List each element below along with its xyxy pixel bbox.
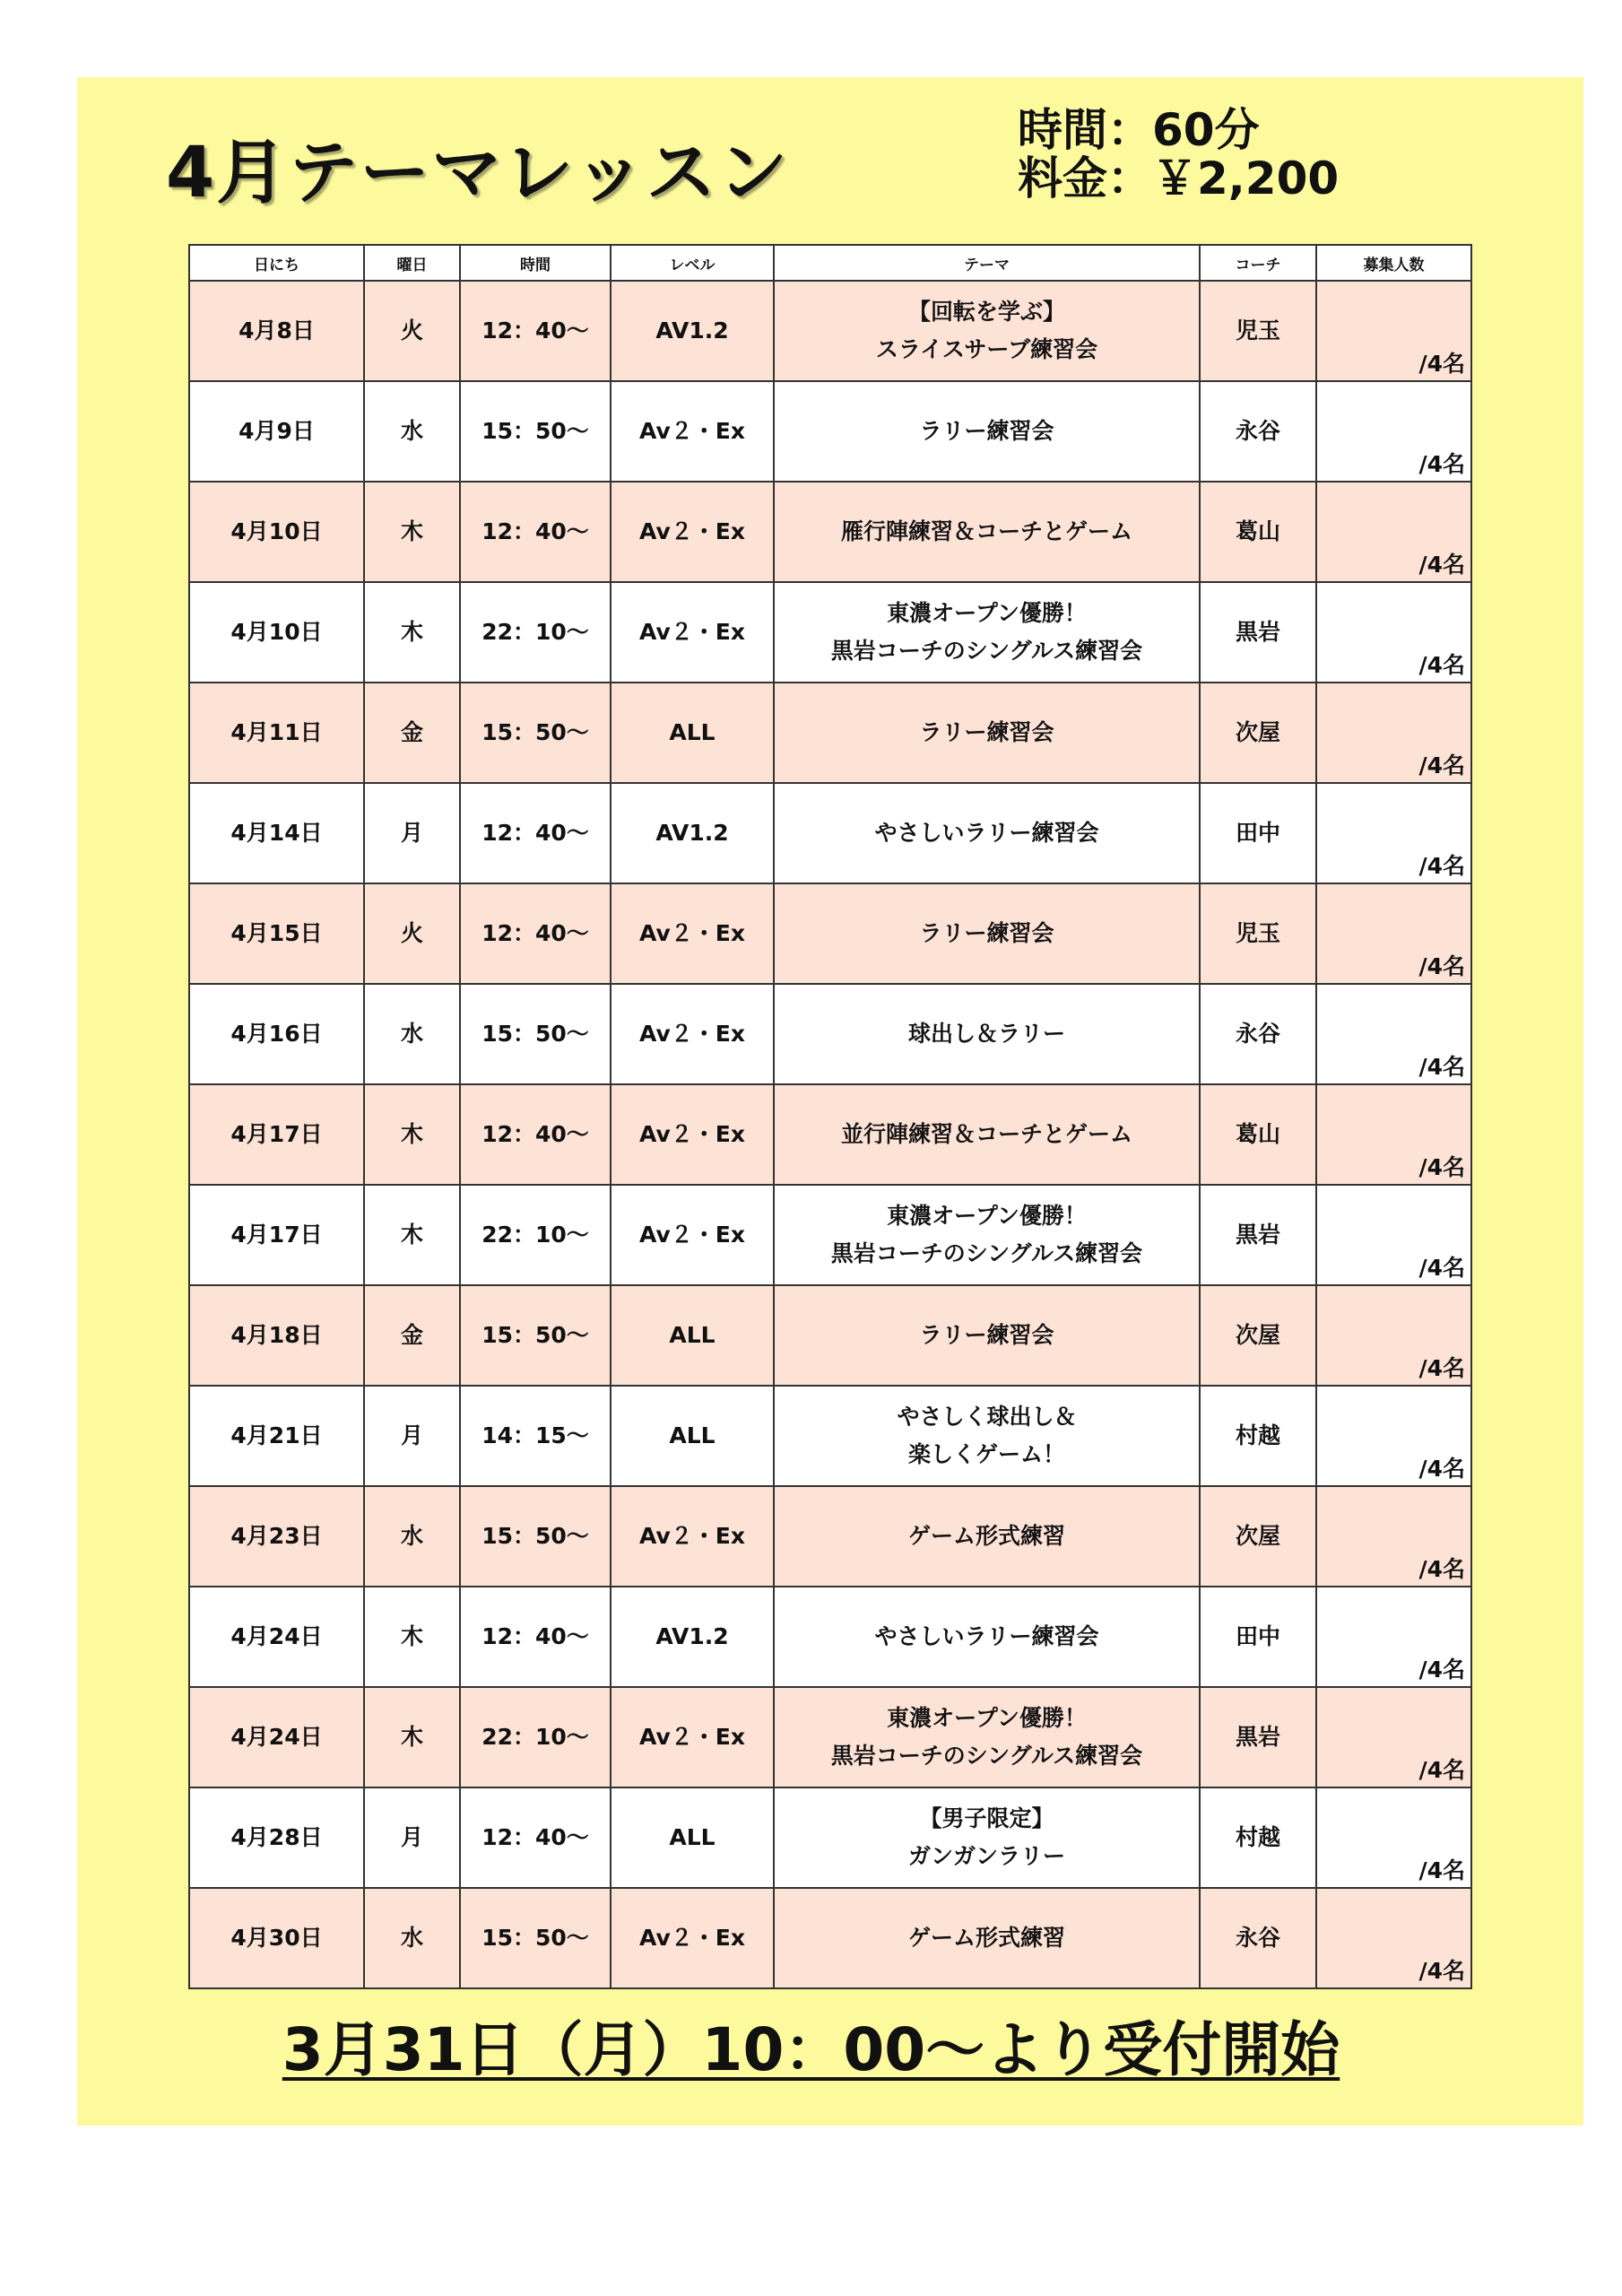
level-cell: Av２・Ex [611,984,774,1084]
theme-line: ラリー練習会 [919,1322,1054,1348]
capacity-text: /4名 [1418,1154,1465,1180]
date-cell: 4月28日 [189,1787,364,1888]
theme-line: 球出し＆ラリー [907,1021,1065,1047]
theme-line: やさしいラリー練習会 [874,820,1099,846]
coach-cell: 永谷 [1200,381,1316,482]
table-row [189,1687,1471,1787]
level-cell: AV1.2 [611,783,774,883]
capacity-cell [1316,1687,1471,1787]
table-row [189,1486,1471,1587]
theme-line: ラリー練習会 [919,920,1054,946]
theme-line: 【回転を学ぶ】 [907,299,1065,325]
capacity-cell [1316,1587,1471,1687]
day-cell: 木 [364,1185,460,1285]
theme-cell [774,1486,1200,1587]
day-cell: 水 [364,984,460,1084]
capacity-cell [1316,582,1471,683]
date-cell: 4月10日 [189,482,364,582]
theme-cell [774,482,1200,582]
table-row [189,381,1471,482]
capacity-cell [1316,1787,1471,1888]
coach-cell: 田中 [1200,1587,1316,1687]
capacity-text: /4名 [1418,1556,1465,1582]
capacity-cell [1316,1084,1471,1185]
day-cell: 月 [364,1386,460,1486]
capacity-text: /4名 [1418,1657,1465,1683]
level-cell: ALL [611,1787,774,1888]
time-cell: 15：50〜 [460,984,611,1084]
theme-line: やさしく球出し＆ [897,1404,1077,1430]
table-row [189,1888,1471,1988]
header-day: 曜日 [364,245,460,281]
day-cell: 木 [364,1587,460,1687]
capacity-cell [1316,683,1471,783]
theme-cell [774,1888,1200,1988]
time-cell: 12：40〜 [460,1084,611,1185]
coach-cell: 葛山 [1200,482,1316,582]
theme-cell [774,1587,1200,1687]
date-cell: 4月14日 [189,783,364,883]
capacity-text: /4名 [1418,652,1465,678]
coach-cell: 村越 [1200,1787,1316,1888]
day-cell: 水 [364,1486,460,1587]
theme-cell [774,783,1200,883]
level-cell: Av２・Ex [611,482,774,582]
day-cell: 木 [364,1084,460,1185]
time-cell: 12：40〜 [460,1787,611,1888]
theme-line: 黒岩コーチのシングルス練習会 [830,1240,1143,1266]
date-cell: 4月17日 [189,1185,364,1285]
theme-line: やさしいラリー練習会 [874,1623,1099,1649]
capacity-text: /4名 [1418,1456,1465,1482]
table-header-row [189,245,1471,281]
table-row [189,683,1471,783]
theme-cell [774,883,1200,984]
time-cell: 12：40〜 [460,883,611,984]
level-cell: Av２・Ex [611,1888,774,1988]
capacity-text: /4名 [1418,1255,1465,1281]
time-cell: 15：50〜 [460,1285,611,1386]
capacity-text: /4名 [1418,552,1465,578]
level-cell: ALL [611,1285,774,1386]
date-cell: 4月18日 [189,1285,364,1386]
theme-line: ゲーム形式練習 [907,1925,1065,1951]
time-cell: 12：40〜 [460,783,611,883]
capacity-text: /4名 [1418,1355,1465,1381]
coach-cell: 児玉 [1200,883,1316,984]
capacity-cell [1316,482,1471,582]
day-cell: 月 [364,783,460,883]
theme-cell [774,381,1200,482]
date-cell: 4月15日 [189,883,364,984]
coach-cell: 黒岩 [1200,1185,1316,1285]
capacity-cell [1316,1185,1471,1285]
day-cell: 金 [364,1285,460,1386]
coach-cell: 永谷 [1200,1888,1316,1988]
capacity-text: /4名 [1418,1054,1465,1080]
header-capacity: 募集人数 [1316,245,1471,281]
level-cell: Av２・Ex [611,1486,774,1587]
theme-line: 東濃オープン優勝！ [887,1705,1087,1731]
time-cell: 22：10〜 [460,1687,611,1787]
theme-line: 並行陣練習＆コーチとゲーム [840,1121,1132,1147]
price-text: 料金：￥2,200 [1018,152,1340,204]
header-level: レベル [611,245,774,281]
table-row [189,883,1471,984]
time-cell: 12：40〜 [460,1587,611,1687]
level-cell: AV1.2 [611,1587,774,1687]
level-cell: Av２・Ex [611,1687,774,1787]
capacity-text: /4名 [1418,1958,1465,1984]
table-row [189,482,1471,582]
lesson-info [1018,106,1339,203]
time-cell: 15：50〜 [460,1486,611,1587]
time-cell: 15：50〜 [460,1888,611,1988]
theme-line: 【男子限定】 [919,1805,1054,1831]
level-cell: ALL [611,683,774,783]
table-row [189,1084,1471,1185]
theme-line: ゲーム形式練習 [907,1523,1065,1549]
date-cell: 4月21日 [189,1386,364,1486]
capacity-cell [1316,1888,1471,1988]
day-cell: 木 [364,1687,460,1787]
coach-cell: 葛山 [1200,1084,1316,1185]
theme-cell [774,1084,1200,1185]
page-title: 4月テーマレッスン [166,133,790,213]
day-cell: 月 [364,1787,460,1888]
date-cell: 4月8日 [189,281,364,381]
level-cell: Av２・Ex [611,1185,774,1285]
date-cell: 4月24日 [189,1687,364,1787]
theme-cell [774,1285,1200,1386]
level-cell: Av２・Ex [611,381,774,482]
capacity-text: /4名 [1418,853,1465,879]
capacity-cell [1316,1285,1471,1386]
level-cell: ALL [611,1386,774,1486]
capacity-text: /4名 [1418,953,1465,979]
time-cell: 22：10〜 [460,1185,611,1285]
lesson-schedule-table [188,244,1472,1989]
date-cell: 4月17日 [189,1084,364,1185]
level-cell: AV1.2 [611,281,774,381]
coach-cell: 次屋 [1200,1486,1316,1587]
date-cell: 4月9日 [189,381,364,482]
theme-line: 東濃オープン優勝！ [887,600,1087,626]
table-row [189,1787,1471,1888]
coach-cell: 黒岩 [1200,1687,1316,1787]
table-row [189,783,1471,883]
table-body [189,281,1471,1988]
theme-line: スライスサーブ練習会 [875,336,1098,362]
theme-cell [774,582,1200,683]
capacity-cell [1316,381,1471,482]
day-cell: 水 [364,381,460,482]
level-cell: Av２・Ex [611,883,774,984]
table-row [189,1386,1471,1486]
theme-line: ラリー練習会 [919,719,1054,745]
capacity-text: /4名 [1418,451,1465,477]
theme-line: 黒岩コーチのシングルス練習会 [830,638,1143,664]
day-cell: 火 [364,281,460,381]
capacity-cell [1316,1386,1471,1486]
capacity-cell [1316,783,1471,883]
theme-cell [774,683,1200,783]
theme-line: ガンガンラリー [907,1843,1065,1869]
coach-cell: 田中 [1200,783,1316,883]
header-theme: テーマ [774,245,1200,281]
header-time: 時間 [460,245,611,281]
table-row [189,984,1471,1084]
header-coach: コーチ [1200,245,1316,281]
theme-line: 黒岩コーチのシングルス練習会 [830,1743,1143,1769]
capacity-text: /4名 [1418,752,1465,778]
time-cell: 15：50〜 [460,381,611,482]
table-row [189,582,1471,683]
level-cell: Av２・Ex [611,1084,774,1185]
day-cell: 水 [364,1888,460,1988]
time-cell: 22：10〜 [460,582,611,683]
capacity-text: /4名 [1418,351,1465,377]
registration-notice: 3月31日（月）10：00〜より受付開始 [282,2015,1340,2084]
day-cell: 金 [364,683,460,783]
table-row [189,1185,1471,1285]
theme-cell [774,1687,1200,1787]
table-row [189,1285,1471,1386]
time-cell: 12：40〜 [460,281,611,381]
table-row [189,281,1471,381]
day-cell: 火 [364,883,460,984]
theme-cell [774,1787,1200,1888]
theme-line: 東濃オープン優勝！ [887,1203,1087,1229]
capacity-cell [1316,1486,1471,1587]
theme-cell [774,281,1200,381]
time-cell: 12：40〜 [460,482,611,582]
coach-cell: 児玉 [1200,281,1316,381]
coach-cell: 永谷 [1200,984,1316,1084]
day-cell: 木 [364,482,460,582]
theme-line: 楽しくゲーム！ [907,1441,1065,1467]
theme-cell [774,984,1200,1084]
theme-line: 雁行陣練習＆コーチとゲーム [840,518,1132,544]
capacity-cell [1316,883,1471,984]
level-cell: Av２・Ex [611,582,774,683]
coach-cell: 次屋 [1200,683,1316,783]
theme-line: ラリー練習会 [919,418,1054,444]
coach-cell: 村越 [1200,1386,1316,1486]
date-cell: 4月10日 [189,582,364,683]
time-cell: 14：15〜 [460,1386,611,1486]
header-date: 日にち [189,245,364,281]
duration-text: 時間：60分 [1018,104,1260,156]
theme-cell [774,1386,1200,1486]
date-cell: 4月30日 [189,1888,364,1988]
time-cell: 15：50〜 [460,683,611,783]
capacity-cell [1316,281,1471,381]
date-cell: 4月16日 [189,984,364,1084]
table-row [189,1587,1471,1687]
date-cell: 4月24日 [189,1587,364,1687]
day-cell: 木 [364,582,460,683]
coach-cell: 黒岩 [1200,582,1316,683]
capacity-cell [1316,984,1471,1084]
date-cell: 4月23日 [189,1486,364,1587]
capacity-text: /4名 [1418,1757,1465,1783]
theme-cell [774,1185,1200,1285]
coach-cell: 次屋 [1200,1285,1316,1386]
capacity-text: /4名 [1418,1857,1465,1883]
date-cell: 4月11日 [189,683,364,783]
